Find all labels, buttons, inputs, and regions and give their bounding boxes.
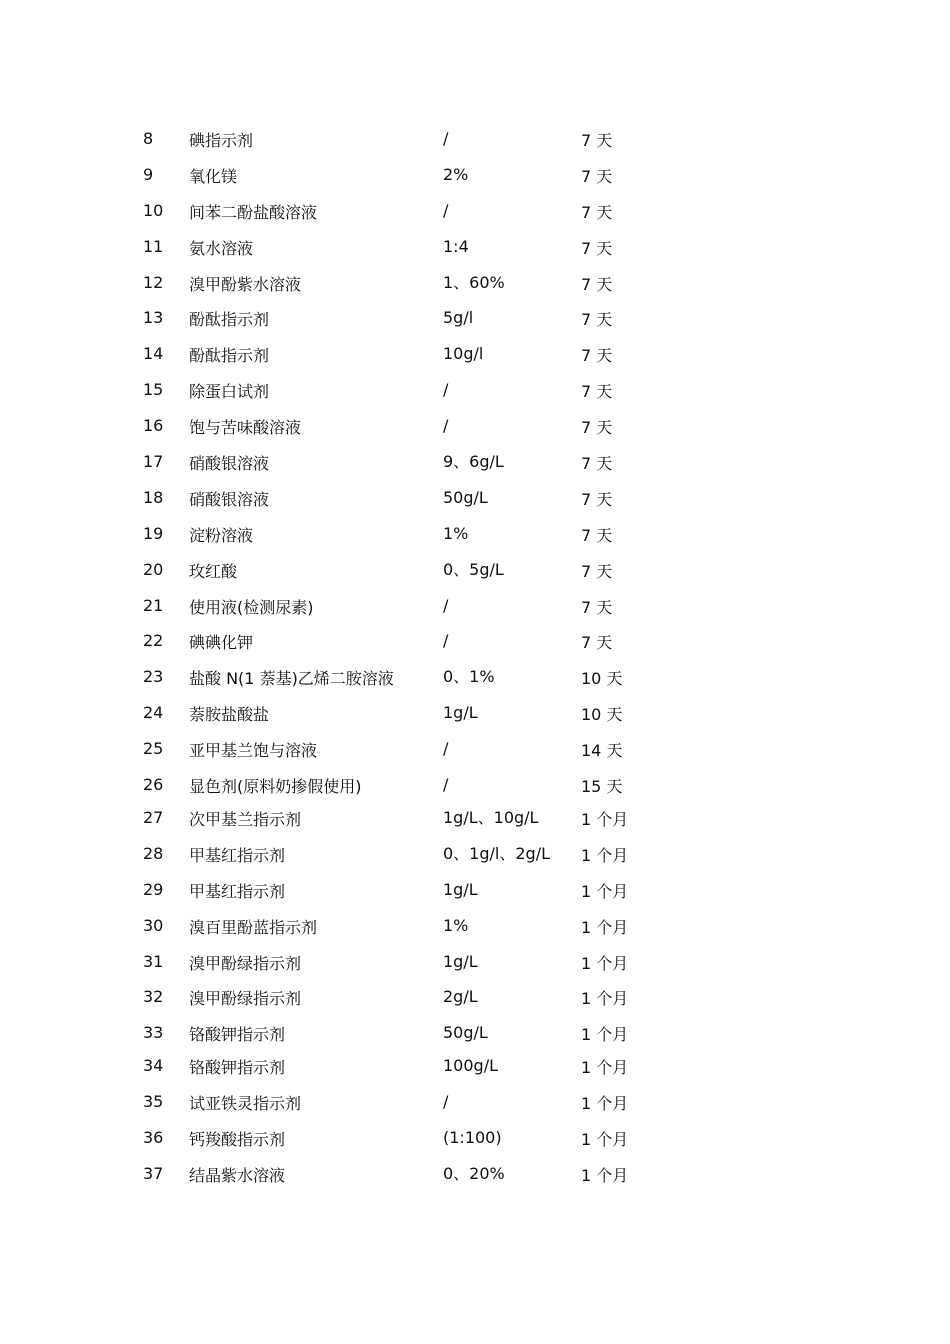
table-row: [143, 842, 663, 878]
reagent-validity: 1 个月: [581, 845, 629, 865]
table-row: [143, 665, 663, 701]
reagent-name: 亚甲基兰饱与溶液: [189, 741, 318, 761]
reagent-validity: 1 个月: [581, 953, 629, 973]
reagent-concentration: 0、1%: [443, 667, 495, 687]
reagent-name: 溴甲酚紫水溶液: [189, 274, 302, 294]
reagent-concentration: 0、20%: [443, 1164, 505, 1184]
reagent-validity: 7 天: [581, 131, 613, 150]
reagent-concentration: 10g/l: [443, 344, 484, 364]
row-number: 28: [143, 843, 164, 863]
reagent-name: 氨水溶液: [189, 238, 254, 258]
row-number: 16: [143, 416, 164, 436]
row-number: 19: [143, 523, 164, 543]
reagent-concentration: 2g/L: [443, 987, 478, 1007]
reagent-concentration: /: [443, 631, 449, 651]
reagent-concentration: (1:100): [443, 1128, 502, 1148]
row-number: 9: [143, 164, 154, 184]
reagent-validity: 7 天: [581, 202, 613, 222]
table-row: [143, 486, 663, 522]
row-number: 26: [143, 775, 164, 795]
row-number: 13: [143, 308, 164, 328]
table-row: [143, 914, 663, 950]
reagent-validity: 10 天: [581, 669, 623, 689]
reagent-name: 硝酸银溶液: [189, 454, 270, 474]
reagent-concentration: 50g/L: [443, 1023, 488, 1043]
reagent-validity: 7 天: [581, 238, 613, 258]
reagent-validity: 15 天: [581, 777, 623, 797]
reagent-name: 溴甲酚绿指示剂: [189, 953, 302, 973]
table-row: [143, 878, 663, 914]
reagent-concentration: 1g/L: [443, 879, 478, 899]
reagent-name: 除蛋白试剂: [189, 382, 270, 402]
reagent-validity: 1 个月: [581, 1025, 629, 1045]
table-row: [143, 235, 663, 271]
row-number: 11: [143, 236, 164, 256]
reagent-concentration: /: [443, 739, 449, 759]
reagent-validity: 7 天: [581, 454, 613, 474]
reagent-validity: 1 个月: [581, 810, 629, 830]
reagent-validity: 7 天: [581, 166, 613, 186]
reagent-name: 硝酸银溶液: [189, 489, 270, 509]
table-row: [143, 558, 663, 594]
reagent-name: 间苯二酚盐酸溶液: [189, 202, 318, 222]
row-number: 33: [143, 1023, 164, 1043]
reagent-name: 显色剂(原料奶掺假使用): [189, 777, 362, 797]
reagent-name: 酚酞指示剂: [189, 346, 270, 366]
row-number: 35: [143, 1092, 164, 1112]
reagent-name: 铬酸钾指示剂: [189, 1025, 286, 1045]
reagent-validity: 7 天: [581, 525, 613, 545]
reagent-concentration: 0、1g/l、2g/L: [443, 843, 550, 863]
row-number: 15: [143, 380, 164, 400]
table-row: [143, 378, 663, 414]
reagent-name: 使用液(检测尿素): [189, 597, 314, 617]
table-row: [143, 806, 663, 842]
reagent-concentration: 1g/L: [443, 951, 478, 971]
reagent-validity: 7 天: [581, 346, 613, 366]
table-row: [143, 985, 663, 1021]
row-number: 34: [143, 1056, 164, 1076]
reagent-concentration: 1%: [443, 915, 469, 935]
reagent-validity: 7 天: [581, 418, 613, 438]
reagent-validity: 7 天: [581, 489, 613, 509]
row-number: 12: [143, 272, 164, 292]
row-number: 36: [143, 1128, 164, 1148]
row-number: 21: [143, 595, 164, 615]
reagent-name: 钙羧酸指示剂: [189, 1130, 286, 1150]
reagent-concentration: /: [443, 416, 449, 436]
reagent-name: 溴甲酚绿指示剂: [189, 989, 302, 1009]
reagent-name: 碘指示剂: [189, 131, 254, 150]
reagent-validity: 1 个月: [581, 1058, 629, 1078]
table-row: [143, 342, 663, 378]
row-number: 22: [143, 631, 164, 651]
reagent-name: 甲基红指示剂: [189, 845, 286, 865]
row-number: 17: [143, 452, 164, 472]
reagent-name: 氧化镁: [189, 166, 238, 186]
reagent-table: [143, 127, 663, 1195]
table-row: [143, 306, 663, 342]
table-row: [143, 127, 663, 163]
reagent-concentration: 2%: [443, 164, 469, 184]
row-number: 29: [143, 879, 164, 899]
reagent-validity: 1 个月: [581, 989, 629, 1009]
row-number: 23: [143, 667, 164, 687]
table-row: [143, 1054, 663, 1090]
row-number: 31: [143, 951, 164, 971]
reagent-validity: 7 天: [581, 382, 613, 402]
reagent-validity: 1 个月: [581, 1166, 629, 1186]
reagent-name: 试亚铁灵指示剂: [189, 1094, 302, 1114]
row-number: 14: [143, 344, 164, 364]
table-row: [143, 1090, 663, 1126]
row-number: 30: [143, 915, 164, 935]
reagent-name: 次甲基兰指示剂: [189, 810, 302, 830]
reagent-concentration: /: [443, 129, 449, 148]
row-number: 8: [143, 129, 154, 148]
reagent-name: 溴百里酚蓝指示剂: [189, 917, 318, 937]
row-number: 10: [143, 200, 164, 220]
table-row: [143, 773, 663, 806]
row-number: 25: [143, 739, 164, 759]
row-number: 20: [143, 559, 164, 579]
reagent-concentration: 1g/L、10g/L: [443, 808, 539, 828]
reagent-name: 萘胺盐酸盐: [189, 705, 270, 725]
reagent-name: 淀粉溶液: [189, 525, 254, 545]
row-number: 37: [143, 1164, 164, 1184]
reagent-concentration: 1:4: [443, 236, 469, 256]
reagent-validity: 14 天: [581, 741, 623, 761]
reagent-concentration: 100g/L: [443, 1056, 498, 1076]
reagent-concentration: 9、6g/L: [443, 452, 504, 472]
reagent-name: 盐酸 N(1 萘基)乙烯二胺溶液: [189, 669, 394, 689]
reagent-concentration: 0、5g/L: [443, 559, 504, 579]
table-row: [143, 1126, 663, 1162]
reagent-validity: 1 个月: [581, 1094, 629, 1114]
table-row: [143, 1162, 663, 1195]
reagent-concentration: 1%: [443, 523, 469, 543]
table-row: [143, 1021, 663, 1054]
reagent-validity: 7 天: [581, 597, 613, 617]
reagent-concentration: /: [443, 595, 449, 615]
reagent-concentration: /: [443, 775, 449, 795]
reagent-name: 碘碘化钾: [189, 633, 254, 653]
reagent-concentration: 50g/L: [443, 487, 488, 507]
table-row: [143, 271, 663, 307]
table-row: [143, 629, 663, 665]
table-row: [143, 199, 663, 235]
reagent-validity: 10 天: [581, 705, 623, 725]
table-row: [143, 950, 663, 986]
row-number: 27: [143, 808, 164, 828]
reagent-concentration: /: [443, 380, 449, 400]
table-row: [143, 737, 663, 773]
reagent-name: 酚酞指示剂: [189, 310, 270, 330]
reagent-concentration: 5g/l: [443, 308, 474, 328]
table-row: [143, 594, 663, 630]
reagent-name: 甲基红指示剂: [189, 881, 286, 901]
row-number: 32: [143, 987, 164, 1007]
reagent-name: 结晶紫水溶液: [189, 1166, 286, 1186]
reagent-name: 饱与苦味酸溶液: [189, 418, 302, 438]
reagent-concentration: /: [443, 1092, 449, 1112]
reagent-validity: 1 个月: [581, 1130, 629, 1150]
reagent-name: 玫红酸: [189, 561, 238, 581]
reagent-validity: 7 天: [581, 310, 613, 330]
reagent-validity: 7 天: [581, 561, 613, 581]
reagent-name: 铬酸钾指示剂: [189, 1058, 286, 1078]
table-row: [143, 450, 663, 486]
reagent-validity: 1 个月: [581, 917, 629, 937]
reagent-concentration: /: [443, 200, 449, 220]
table-row: [143, 522, 663, 558]
table-row: [143, 701, 663, 737]
reagent-validity: 7 天: [581, 633, 613, 653]
reagent-validity: 1 个月: [581, 881, 629, 901]
reagent-validity: 7 天: [581, 274, 613, 294]
row-number: 18: [143, 487, 164, 507]
reagent-concentration: 1、60%: [443, 272, 505, 292]
reagent-concentration: 1g/L: [443, 703, 478, 723]
row-number: 24: [143, 703, 164, 723]
table-row: [143, 163, 663, 199]
table-row: [143, 414, 663, 450]
